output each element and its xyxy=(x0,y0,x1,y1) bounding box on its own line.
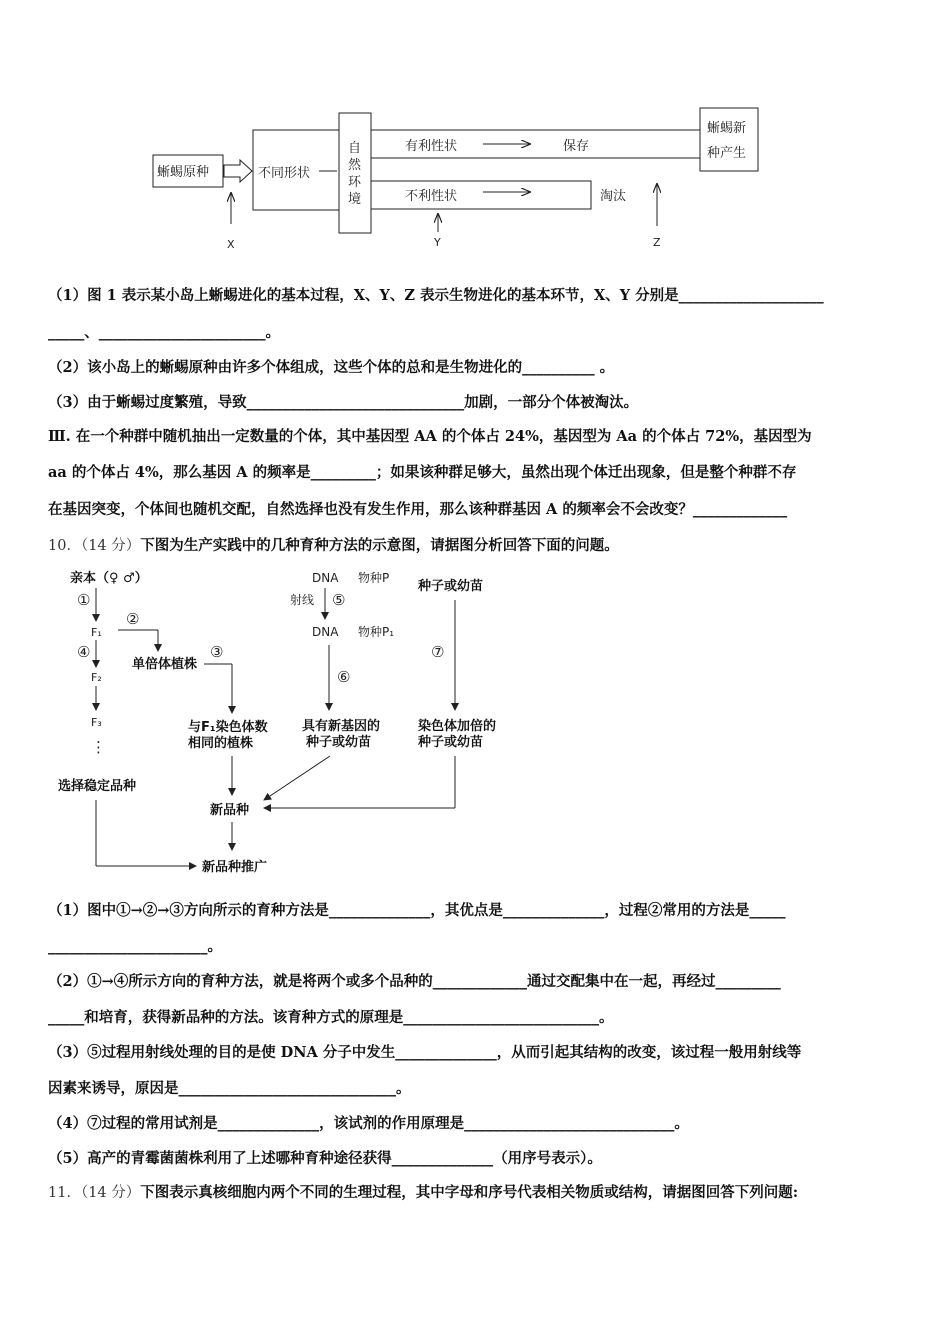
env-char: 环 xyxy=(348,175,362,190)
radiation-label: 射线 xyxy=(290,593,315,607)
x-label: X xyxy=(227,238,235,251)
q9-line-1: （1）图 1 表示某小岛上蜥蜴进化的基本过程，X、Y、Z 表示生物进化的基本环节，X、Y 分别是____________________ xyxy=(48,287,824,304)
unfavorable-label: 不利性状 xyxy=(405,189,458,204)
q10-line-6: 因素来诱导，原因是______________________________。 xyxy=(48,1080,411,1097)
step-1: ① xyxy=(77,591,91,609)
dna-label: DNA xyxy=(312,571,339,585)
z-label: Z xyxy=(653,236,661,249)
env-char: 自 xyxy=(348,141,362,156)
q10-line-7: （4）⑦过程的常用试剂是______________，该试剂的作用原理是_____________________________。 xyxy=(48,1115,689,1132)
f3-label: F₃ xyxy=(91,716,102,729)
q10-number: 10．（14 分） xyxy=(48,538,141,554)
new-variety-label: 新品种 xyxy=(210,803,250,818)
step-4: ④ xyxy=(77,643,91,661)
q10-line-5: （3）⑤过程用射线处理的目的是使 DNA 分子中发生______________，从而引起其结构的改变，该过程一般用射线等 xyxy=(48,1044,802,1061)
eliminate-label: 淘汰 xyxy=(600,189,627,204)
q10-line-2: ______________________。 xyxy=(48,938,222,955)
q10-line-3: （2）①→④所示方向的育种方法，就是将两个或多个品种的_____________通过交配集中在一起，再经过_________ xyxy=(48,973,781,990)
f2-label: F₂ xyxy=(91,671,102,684)
q11-number: 11．（14 分） xyxy=(48,1185,141,1201)
q9-line-2: _____、_______________________。 xyxy=(48,324,280,341)
step-6: ⑥ xyxy=(337,668,351,686)
q9-line-6: aa 的个体占 4%，那么基因 A 的频率是_________；如果该种群足够大，虽然出现个体迁出现象，但是整个种群不存 xyxy=(48,464,797,481)
species-p1-label: 物种P₁ xyxy=(358,625,395,639)
doubled-label: 染色体加倍的 xyxy=(418,719,497,734)
new-species-label: 种产生 xyxy=(707,146,747,161)
env-char: 然 xyxy=(348,158,362,173)
seed-label: 种子或幼苗 xyxy=(418,579,484,594)
q10-line-1: （1）图中①→②→③方向所示的育种方法是______________，其优点是______________，过程②常用的方法是_____ xyxy=(48,902,786,919)
preserve-label: 保存 xyxy=(563,139,590,154)
q11-title: 下图表示真核细胞内两个不同的生理过程，其中字母和序号代表相关物质或结构，请据图回答下列问题: xyxy=(140,1184,799,1201)
q9-line-3: （2）该小岛上的蜥蜴原种由许多个体组成，这些个体的总和是生物进化的__________ 。 xyxy=(48,359,615,376)
q10-title: 下图为生产实践中的几种育种方法的示意图，请据图分析回答下面的问题。 xyxy=(140,537,619,554)
q9-line-4: （3）由于蜥蜴过度繁殖，导致______________________________加剧，一部分个体被淘汰。 xyxy=(48,394,639,411)
select-label: 选择稳定品种 xyxy=(58,779,137,794)
q11-heading xyxy=(48,1183,798,1203)
new-gene-label: 具有新基因的 xyxy=(302,719,381,734)
step-2: ② xyxy=(126,610,140,628)
same-chrom-label: 与F₁染色体数 xyxy=(188,720,268,735)
doubled-label: 种子或幼苗 xyxy=(418,735,484,750)
dna2-label: DNA xyxy=(312,625,339,639)
haploid-label: 单倍体植株 xyxy=(132,657,198,672)
new-gene-label: 种子或幼苗 xyxy=(306,735,372,750)
same-chrom-label: 相同的植株 xyxy=(188,736,254,751)
q10-line-4: _____和培育，获得新品种的方法。该育种方式的原理是___________________________。 xyxy=(48,1009,614,1026)
step-3: ③ xyxy=(210,643,224,661)
env-char: 境 xyxy=(348,192,362,207)
step-5: ⑤ xyxy=(332,591,346,609)
y-label: Y xyxy=(434,236,441,249)
new-species-label: 蜥蜴新 xyxy=(707,121,747,136)
species-p-label: 物种P xyxy=(358,571,390,585)
origin-label: 蜥蜴原种 xyxy=(157,165,210,180)
f1-label: F₁ xyxy=(91,626,102,639)
step-7: ⑦ xyxy=(431,643,445,661)
traits-label: 不同形状 xyxy=(258,166,311,181)
parents-label: 亲本（♀ ♂） xyxy=(70,571,148,586)
favorable-label: 有利性状 xyxy=(405,139,458,154)
q10-line-8: （5）高产的青霉菌菌株利用了上述哪种育种途径获得______________（用序号表示）。 xyxy=(48,1150,602,1167)
q9-line-5: Ⅲ. 在一个种群中随机抽出一定数量的个体，其中基因型 AA 的个体占 24%，基因型为 Aa 的个体占 72%，基因型为 xyxy=(48,428,812,445)
promote-label: 新品种推广 xyxy=(202,860,268,875)
q9-line-7: 在基因突变，个体间也随机交配，自然选择也没有发生作用，那么该种群基因 A 的频率会不会改变？_____________ xyxy=(48,501,788,518)
dots: ⋮ xyxy=(91,738,106,756)
